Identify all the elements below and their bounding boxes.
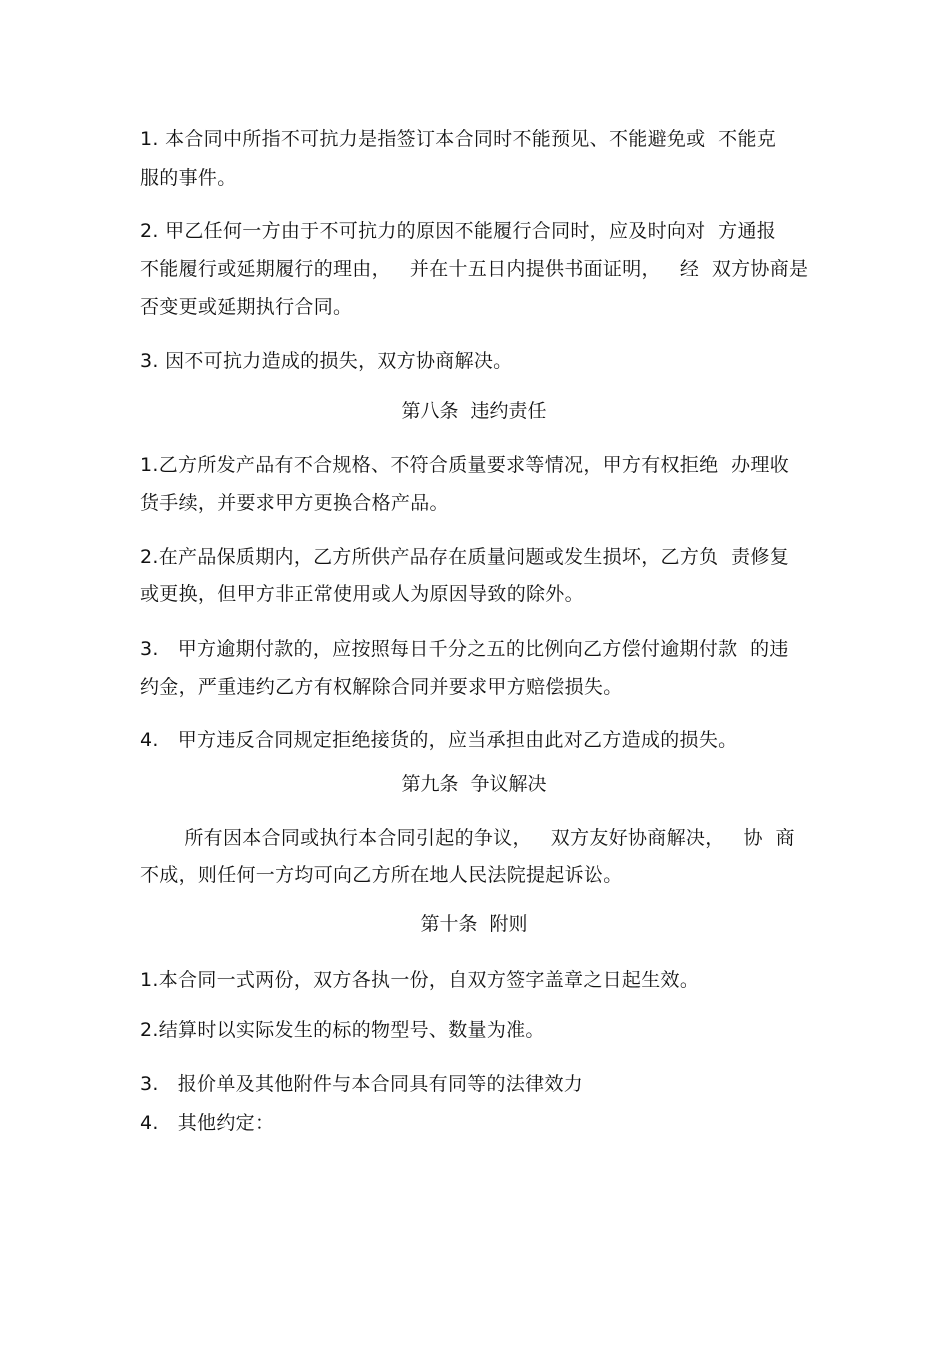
force-majeure-item-1-line-1: 1. 本合同中所指不可抗力是指签订本合同时不能预见、不能避免或 不能克	[140, 128, 777, 150]
article-8-item-2-line-1: 2.在产品保质期内，乙方所供产品存在质量问题或发生损坏，乙方负 责修复	[140, 546, 790, 568]
article-10-item-2: 2.结算时以实际发生的标的物型号、数量为准。	[140, 1019, 545, 1041]
force-majeure-item-2-line-2: 不能履行或延期履行的理由， 并在十五日内提供书面证明， 经 双方协商是	[140, 258, 809, 280]
article-10-heading: 第十条 附则	[420, 913, 528, 935]
force-majeure-item-2-line-3: 否变更或延期执行合同。	[140, 296, 353, 318]
article-8-heading: 第八条 违约责任	[401, 400, 547, 422]
article-10-item-3: 3. 报价单及其他附件与本合同具有同等的法律效力	[140, 1073, 584, 1095]
article-8-item-1-line-1: 1.乙方所发产品有不合规格、不符合质量要求等情况，甲方有权拒绝 办理收	[140, 454, 790, 476]
article-8-item-3-line-2: 约金，严重违约乙方有权解除合同并要求甲方赔偿损失。	[140, 676, 623, 698]
article-8-item-2-line-2: 或更换，但甲方非正常使用或人为原因导致的除外。	[140, 583, 584, 605]
article-8-item-1-line-2: 货手续，并要求甲方更换合格产品。	[140, 492, 449, 514]
article-10-item-1: 1.本合同一式两份，双方各执一份，自双方签字盖章之日起生效。	[140, 969, 700, 991]
article-8-item-4: 4. 甲方违反合同规定拒绝接货的，应当承担由此对乙方造成的损失。	[140, 729, 738, 751]
article-9-para-line-1: 所有因本合同或执行本合同引起的争议， 双方友好协商解决， 协 商	[140, 827, 795, 849]
force-majeure-item-1-line-2: 服的事件。	[140, 167, 237, 189]
force-majeure-item-2-line-1: 2. 甲乙任何一方由于不可抗力的原因不能履行合同时，应及时向对 方通报	[140, 220, 777, 242]
force-majeure-item-3: 3. 因不可抗力造成的损失，双方协商解决。	[140, 350, 513, 372]
article-9-heading: 第九条 争议解决	[401, 773, 547, 795]
article-8-item-3-line-1: 3. 甲方逾期付款的，应按照每日千分之五的比例向乙方偿付逾期付款 的违	[140, 638, 789, 660]
article-9-para-line-2: 不成，则任何一方均可向乙方所在地人民法院提起诉讼。	[140, 864, 623, 886]
article-10-item-4: 4. 其他约定：	[140, 1112, 275, 1134]
